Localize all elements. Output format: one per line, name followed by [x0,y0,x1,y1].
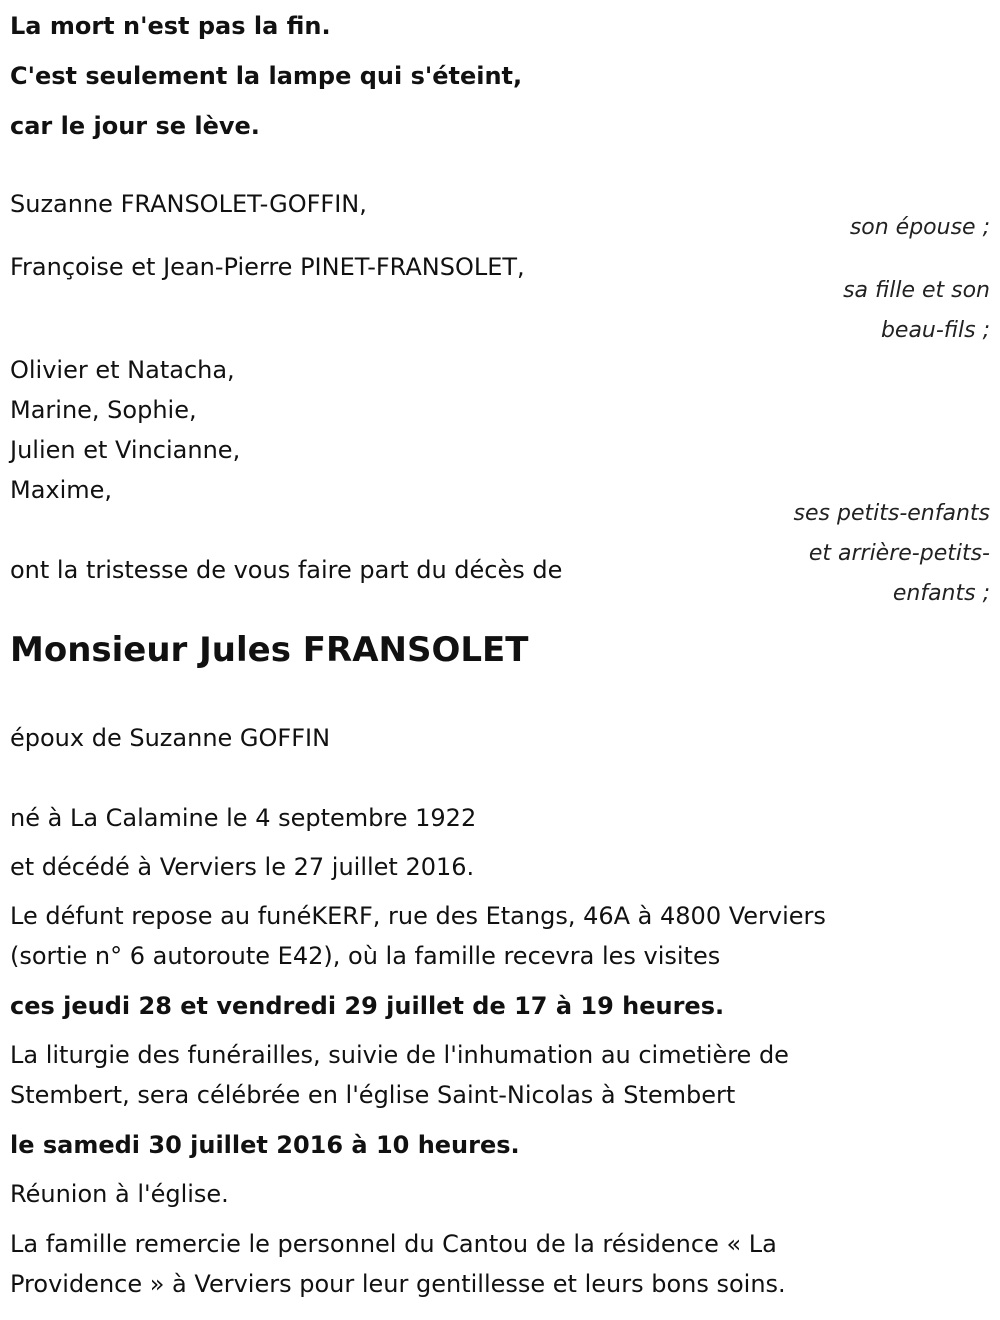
funeral-line-2: Stembert, sera célébrée en l'église Saint-Nicolas à Stembert [10,1081,736,1109]
grandchild-line: Olivier et Natacha, [10,356,235,384]
funeral-line-1: La liturgie des funérailles, suivie de l'inhumation au cimetière de [10,1041,789,1069]
spouse-name: Suzanne FRANSOLET-GOFFIN, [10,190,367,218]
daughter-role-1: sa fille et son [843,278,990,303]
announcement: ont la tristesse de vous faire part du décès de [10,556,563,584]
quote-line-1: La mort n'est pas la fin. [10,12,331,40]
grandchild-line: Maxime, [10,476,113,504]
daughter-role-2: beau-fils ; [880,318,990,343]
death-info: et décédé à Verviers le 27 juillet 2016. [10,853,475,881]
quote-line-2: C'est seulement la lampe qui s'éteint, [10,62,523,90]
funeral-date: le samedi 30 juillet 2016 à 10 heures. [10,1131,520,1159]
thanks-line-2: Providence » à Verviers pour leur gentillesse et leurs bons soins. [10,1270,786,1298]
visitation-hours: ces jeudi 28 et vendredi 29 juillet de 17 à 19 heures. [10,992,725,1020]
grandchildren-role-2: et arrière-petits- [808,541,990,566]
grandchild-line: Marine, Sophie, [10,396,197,424]
quote-line-3: car le jour se lève. [10,112,260,140]
visitation-line-1: Le défunt repose au funéKERF, rue des Etangs, 46A à 4800 Verviers [10,902,826,930]
deceased-spouse-of: époux de Suzanne GOFFIN [10,724,331,752]
grandchildren-role-1: ses petits-enfants [793,501,990,526]
daughter-name: Françoise et Jean-Pierre PINET-FRANSOLET, [10,253,525,281]
grandchild-line: Julien et Vincianne, [10,436,241,464]
visitation-line-2: (sortie n° 6 autoroute E42), où la famille recevra les visites [10,942,721,970]
thanks-line-1: La famille remercie le personnel du Cantou de la résidence « La [10,1230,777,1258]
spouse-role: son épouse ; [849,215,990,240]
funeral-meeting: Réunion à l'église. [10,1180,229,1208]
grandchildren-role-3: enfants ; [892,581,990,606]
deceased-name: Monsieur Jules FRANSOLET [10,630,529,670]
birth-info: né à La Calamine le 4 septembre 1922 [10,804,477,832]
